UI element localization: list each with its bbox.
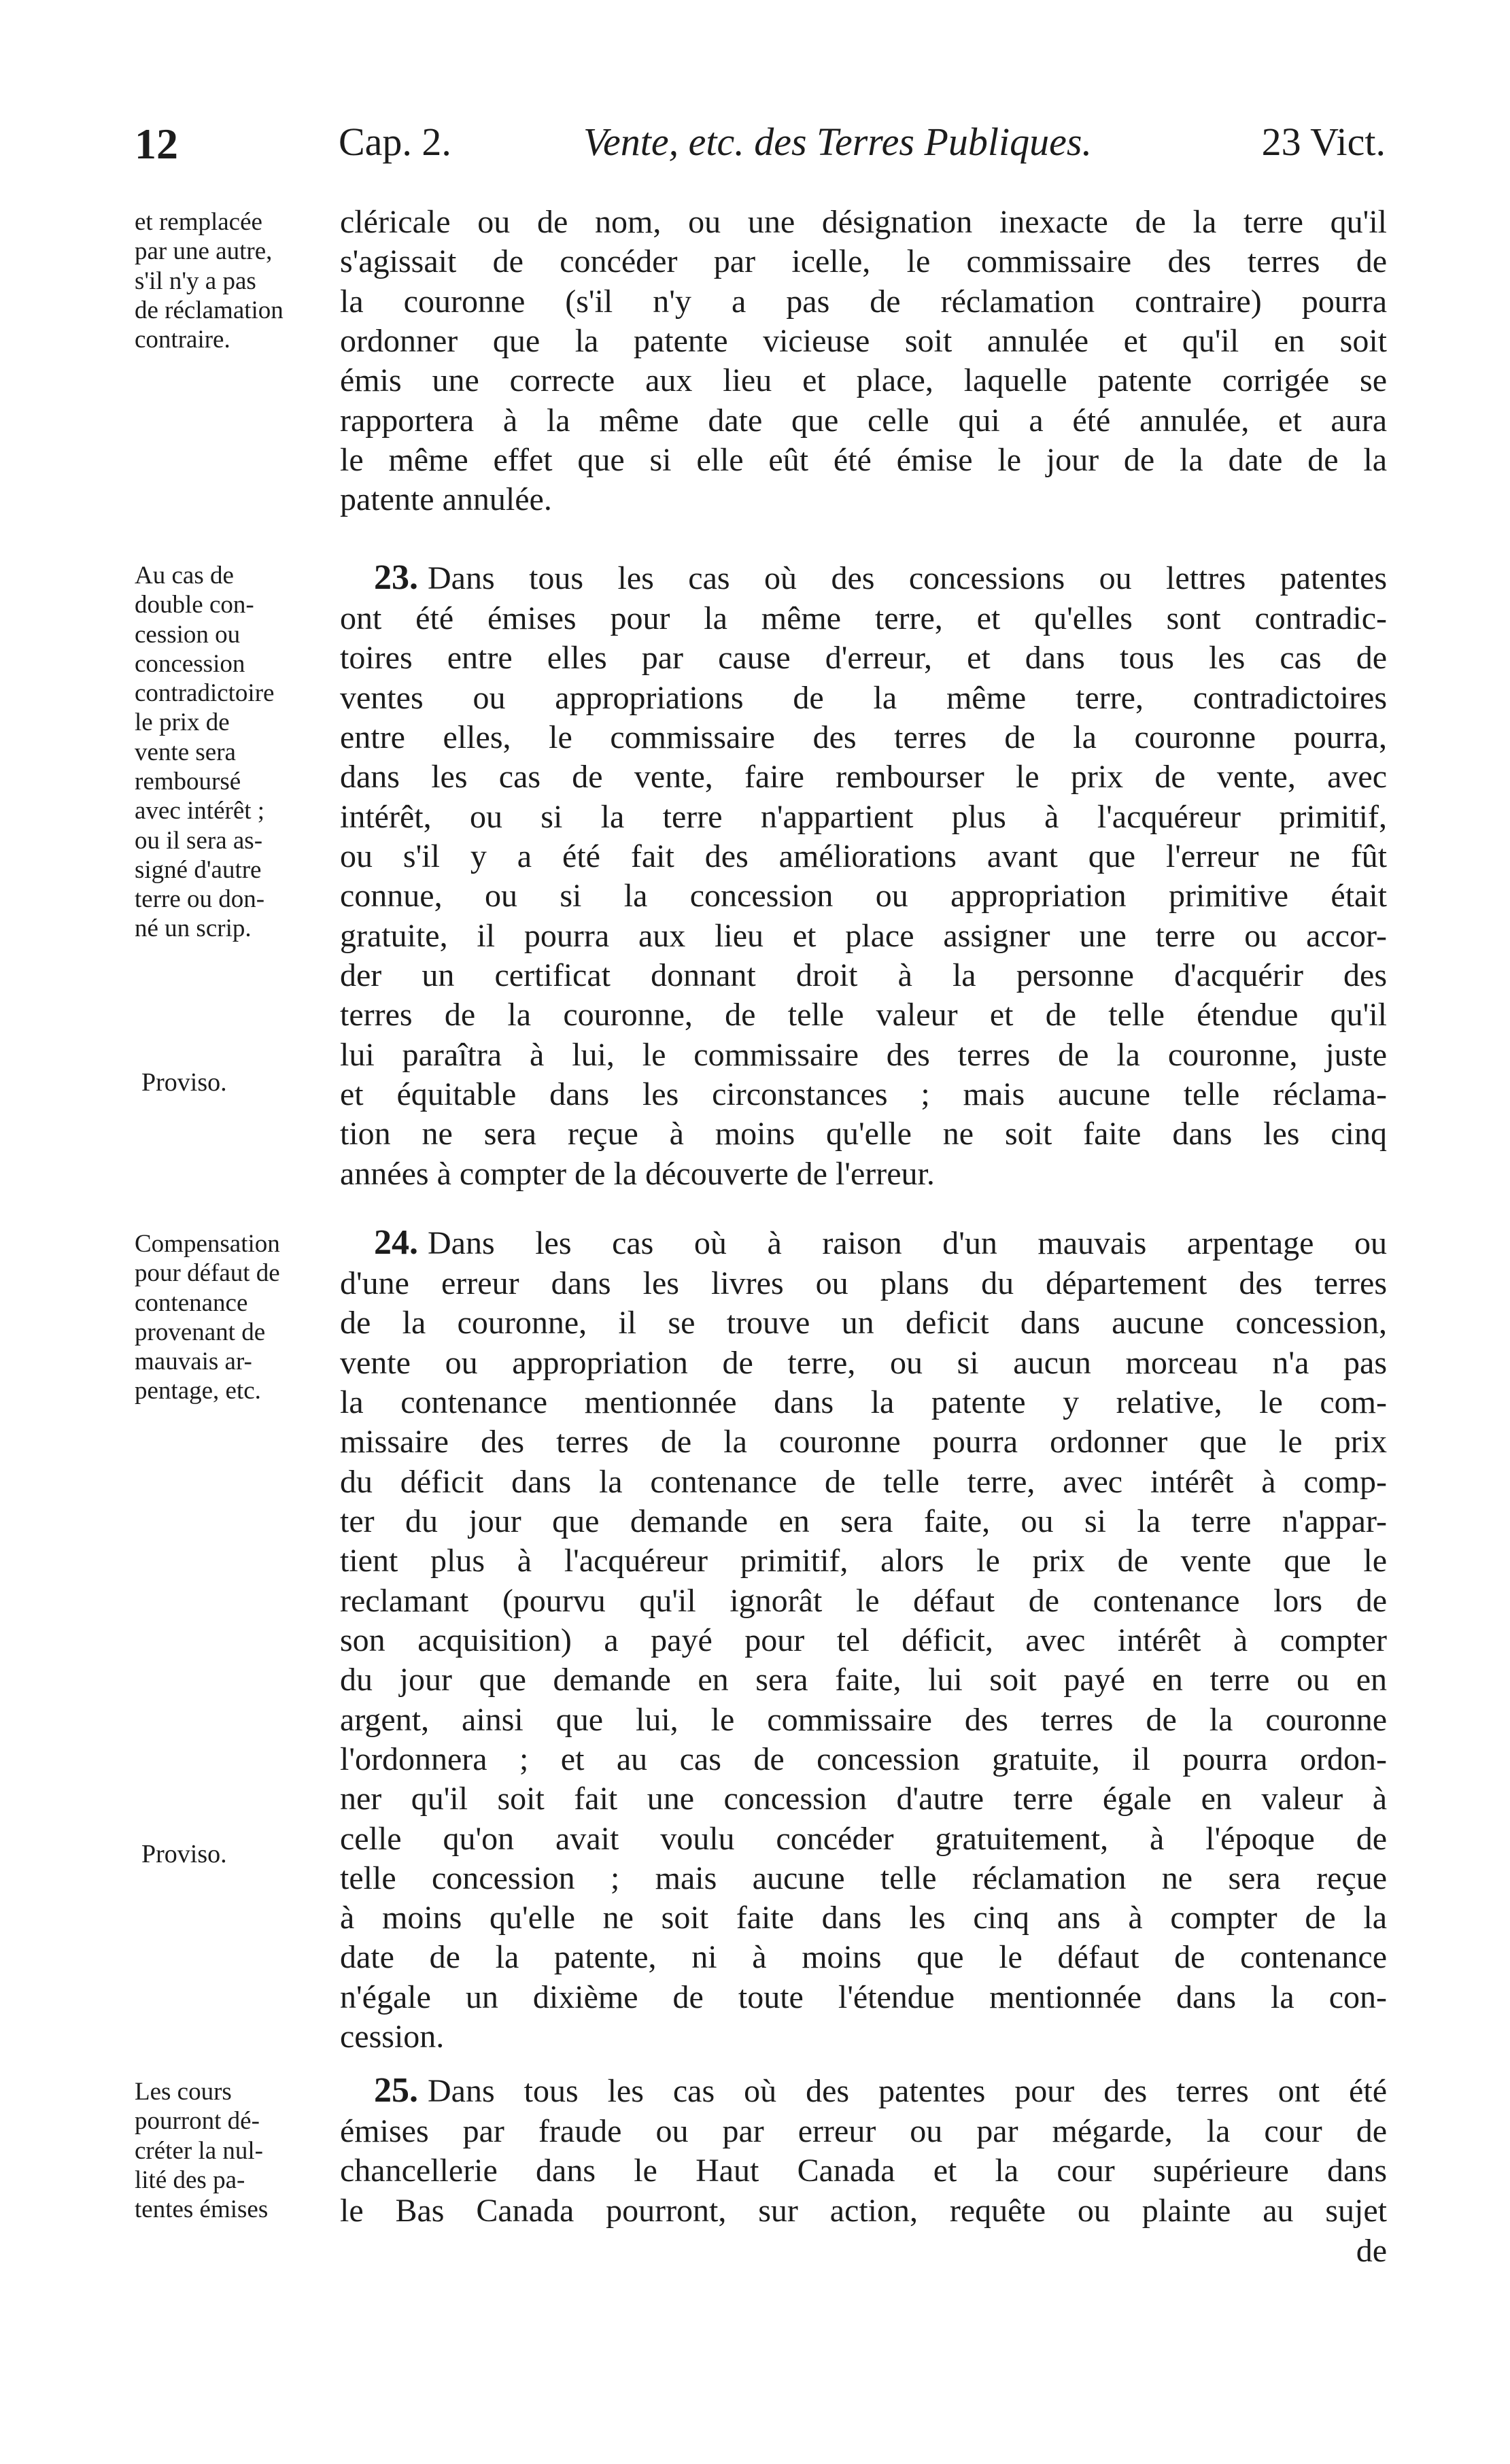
text-line: émis une correcte aux lieu et place, laquelle patente corrigée se [340, 362, 1387, 399]
text-line: tion ne sera reçue à moins qu'elle ne soit faite dans les cinq [340, 1116, 1387, 1152]
text-line [340, 556, 1387, 599]
margin-note-line: mauvais ar- [135, 1348, 252, 1376]
margin-note-line: contenance [135, 1288, 248, 1317]
section-first-line: Dans tous les cas où des patentes pour des terres ont été [428, 2073, 1387, 2109]
section-25 [340, 2069, 1387, 2231]
text-line: dans les cas de vente, faire rembourser le prix de vente, avec [340, 759, 1387, 795]
margin-note-line: contraire. [135, 326, 230, 354]
paragraph-continuation [340, 203, 1387, 520]
section-first-line: Dans tous les cas où des concessions ou lettres patentes [428, 560, 1387, 596]
margin-note-section-23 [135, 561, 339, 944]
text-line: le même effet que si elle eût été émise le jour de la date de la [340, 441, 1387, 478]
text-line: ventes ou appropriations de la même terre, contradictoires [340, 679, 1387, 716]
margin-note-line: né un scrip. [135, 914, 252, 943]
margin-note-section-24 [135, 1229, 339, 1406]
regnal-year: 23 Vict. [1261, 120, 1386, 164]
margin-note-line: Les cours [135, 2078, 232, 2106]
margin-note-line: vente sera [135, 738, 236, 766]
text-line: der un certificat donnant droit à la personne d'acquérir des [340, 957, 1387, 993]
proviso-note-section-24: Proviso. [141, 1840, 227, 1868]
text-line: d'une erreur dans les livres ou plans du département des terres [340, 1265, 1387, 1302]
text-line: entre elles, le commissaire des terres de la couronne pourra, [340, 719, 1387, 756]
text-line: tient plus à l'acquéreur primitif, alors le prix de vente que le [340, 1543, 1387, 1579]
margin-note-line: tentes émises [135, 2195, 269, 2224]
text-line: reclamant (pourvu qu'il ignorât le défaut de contenance lors de [340, 1582, 1387, 1619]
margin-note-line: ou il sera as- [135, 826, 263, 855]
chapter-label: Cap. 2. [339, 120, 451, 164]
margin-note-line: par une autre, [135, 237, 273, 266]
margin-note-line: pentage, etc. [135, 1377, 261, 1405]
text-line: lui paraîtra à lui, le commissaire des terres de la couronne, juste [340, 1036, 1387, 1073]
text-line: émises par fraude ou par erreur ou par mégarde, la cour de [340, 2113, 1387, 2150]
margin-note-line: concession [135, 649, 245, 678]
text-line: à moins qu'elle ne soit faite dans les cinq ans à compter de la [340, 1900, 1387, 1936]
margin-note-line: lité des pa- [135, 2166, 245, 2194]
text-line: cléricale ou de nom, ou une désignation inexacte de la terre qu'il [340, 204, 1387, 240]
text-line: le Bas Canada pourront, sur action, requête ou plainte au sujet [340, 2192, 1387, 2229]
running-header [135, 119, 1386, 173]
text-line: celle qu'on avait voulu concéder gratuitement, à l'époque de [340, 1820, 1387, 1857]
text-line: ordonner que la patente vicieuse soit annulée et qu'il en soit [340, 322, 1387, 359]
text-line: ner qu'il soit fait une concession d'autre terre égale en valeur à [340, 1781, 1387, 1817]
margin-note-line: le prix de [135, 708, 230, 737]
text-line: argent, ainsi que lui, le commissaire des terres de la couronne [340, 1701, 1387, 1738]
text-line: terres de la couronne, de telle valeur et de telle étendue qu'il [340, 997, 1387, 1033]
text-line: ter du jour que demande en sera faite, ou si la terre n'appar- [340, 1503, 1387, 1540]
section-number: 25. [374, 2071, 418, 2110]
catchword: de [1356, 2233, 1387, 2269]
text-line: gratuite, il pourra aux lieu et place assigner une terre ou accor- [340, 917, 1387, 954]
margin-note-line: signé d'autre [135, 855, 262, 884]
text-line: rapportera à la même date que celle qui a été annulée, et aura [340, 402, 1387, 439]
margin-note-line: s'il n'y a pas [135, 267, 256, 295]
running-title: Vente, etc. des Terres Publiques. [583, 120, 1092, 164]
margin-note-line: créter la nul- [135, 2136, 263, 2165]
text-line: date de la patente, ni à moins que le défaut de contenance [340, 1939, 1387, 1976]
text-line: intérêt, ou si la terre n'appartient plus à l'acquéreur primitif, [340, 798, 1387, 835]
text-line: s'agissait de concéder par icelle, le commissaire des terres de [340, 243, 1387, 280]
text-line: vente ou appropriation de terre, ou si aucun morceau n'a pas [340, 1344, 1387, 1381]
text-line: et équitable dans les circonstances ; mais aucune telle réclama- [340, 1076, 1387, 1112]
margin-note-continuation [135, 207, 339, 354]
margin-note-section-25 [135, 2077, 339, 2224]
text-line: l'ordonnera ; et au cas de concession gratuite, il pourra ordon- [340, 1741, 1387, 1777]
text-line: toires entre elles par cause d'erreur, et dans tous les cas de [340, 640, 1387, 677]
text-line: telle concession ; mais aucune telle réclamation ne sera reçue [340, 1860, 1387, 1896]
text-line: connue, ou si la concession ou appropriation primitive était [340, 878, 1387, 914]
section-23 [340, 556, 1387, 1194]
section-number: 24. [374, 1223, 418, 1262]
text-line: missaire des terres de la couronne pourra ordonner que le prix [340, 1424, 1387, 1460]
section-first-line: Dans les cas où à raison d'un mauvais arpentage ou [428, 1225, 1387, 1261]
text-line: du jour que demande en sera faite, lui soit payé en terre ou en [340, 1662, 1387, 1698]
text-line: la contenance mentionnée dans la patente y relative, le com- [340, 1384, 1387, 1421]
text-line: la couronne (s'il n'y a pas de réclamation contraire) pourra [340, 283, 1387, 320]
text-line: du déficit dans la contenance de telle terre, avec intérêt à comp- [340, 1463, 1387, 1500]
margin-note-line: Au cas de [135, 562, 234, 589]
text-line: ou s'il y a été fait des améliorations avant que l'erreur ne fût [340, 838, 1387, 875]
margin-note-line: et remplacée [135, 208, 262, 236]
margin-note-line: contradictoire [135, 679, 275, 708]
text-line: son acquisition) a payé pour tel déficit, avec intérêt à compter [340, 1622, 1387, 1658]
text-line: de la couronne, il se trouve un deficit dans aucune concession, [340, 1305, 1387, 1341]
text-line: cession. [340, 2019, 445, 2055]
margin-note-line: pourront dé- [135, 2107, 260, 2136]
margin-note-line: cession ou [135, 620, 241, 649]
margin-note-line: double con- [135, 591, 254, 619]
text-line [340, 2069, 1387, 2112]
margin-note-line: avec intérêt ; [135, 797, 265, 825]
text-line: chancellerie dans le Haut Canada et la cour supérieure dans [340, 2153, 1387, 2189]
margin-note-line: de réclamation [135, 296, 284, 324]
text-line: années à compter de la découverte de l'erreur. [340, 1155, 935, 1192]
margin-note-line: Compensation [135, 1230, 280, 1258]
margin-note-line: terre ou don- [135, 885, 265, 914]
text-line: ont été émises pour la même terre, et qu'elles sont contradic- [340, 600, 1387, 637]
section-number: 23. [374, 558, 418, 597]
text-line: patente annulée. [340, 481, 552, 518]
proviso-note-section-23: Proviso. [141, 1068, 227, 1097]
margin-note-line: remboursé [135, 767, 241, 795]
section-24 [340, 1221, 1387, 2057]
page-number: 12 [135, 120, 178, 168]
margin-note-line: pour défaut de [135, 1259, 280, 1288]
text-line [340, 1221, 1387, 1264]
margin-note-line: provenant de [135, 1318, 266, 1346]
text-line: n'égale un dixième de toute l'étendue mentionnée dans la con- [340, 1979, 1387, 2015]
